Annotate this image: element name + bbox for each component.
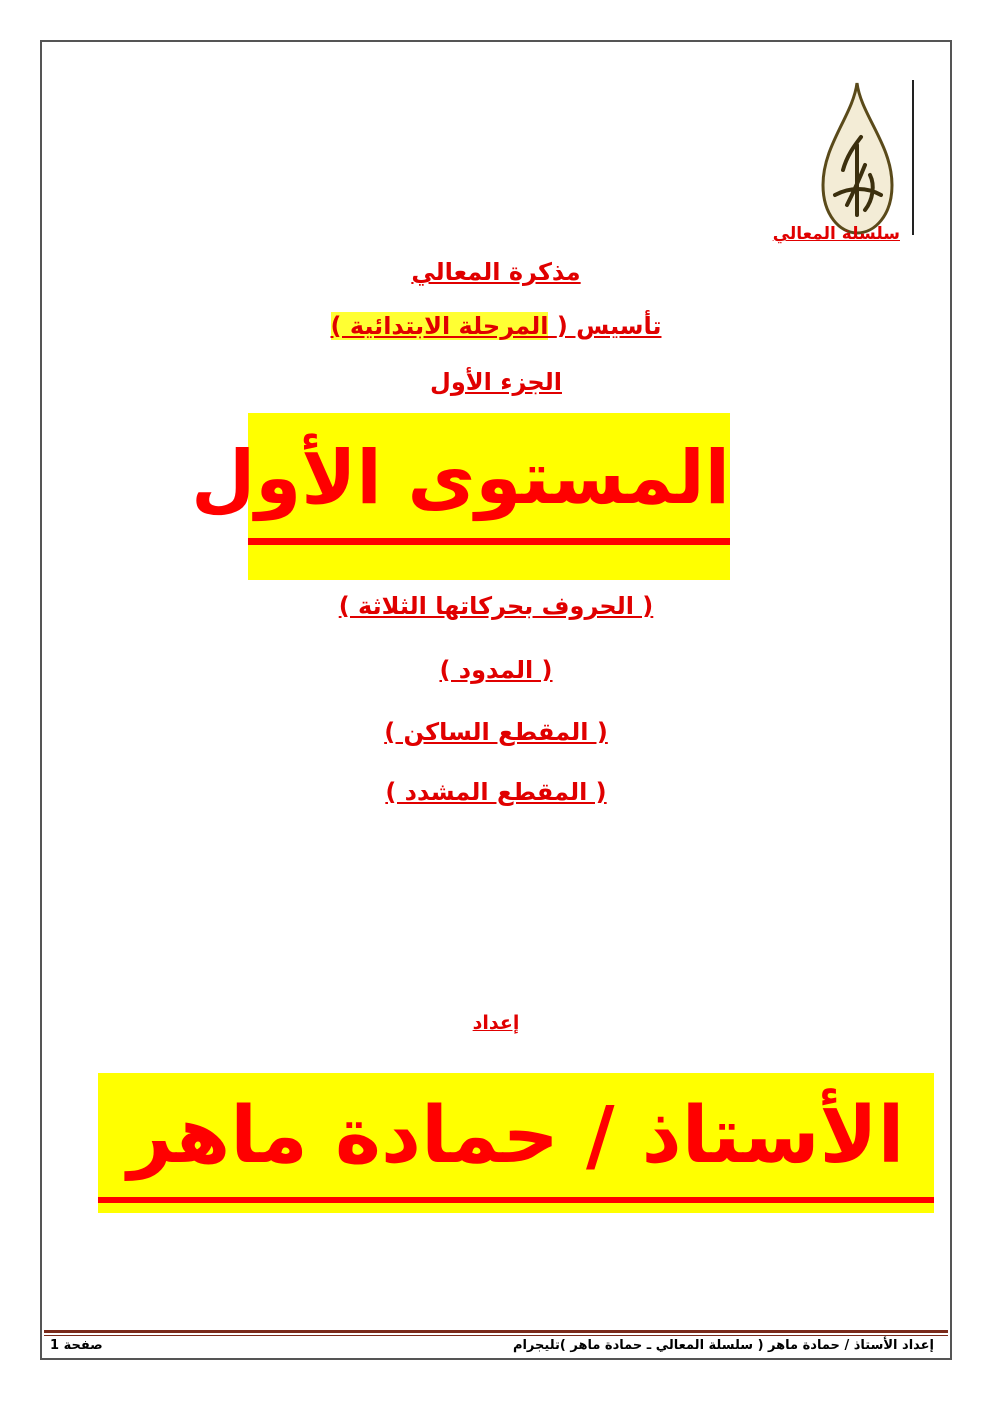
subtitle-item: ( المقطع الساكن ): [384, 718, 608, 746]
main-title-box: [191, 413, 730, 580]
footer-credit: إعداد الأستاذ / حمادة ماهر ( سلسلة المعالي ـ حمادة ماهر )تليجرام: [512, 1338, 934, 1353]
author-underline: [98, 1197, 934, 1203]
footer-rule-thin: [44, 1335, 948, 1336]
logo-caption: سلسلة المعالي: [772, 224, 900, 244]
stage-prefix: تأسيس (: [556, 312, 662, 340]
main-title: المستوى الأول: [191, 435, 730, 521]
page-number: صفحة 1: [50, 1338, 103, 1353]
author-box: [98, 1073, 934, 1213]
prepared-by-label: إعداد: [472, 1012, 520, 1034]
subtitle-item: ( المدود ): [439, 656, 553, 684]
subtitle-item: ( المقطع المشدد ): [385, 778, 607, 806]
author-name: الأستاذ / حمادة ماهر: [127, 1091, 905, 1181]
stage-highlight: المرحلة الابتدائية ): [330, 312, 549, 340]
footer-rule: [44, 1330, 948, 1333]
subtitle-item: ( الحروف بحركاتها الثلاثة ): [338, 592, 654, 620]
stage-line: [0, 312, 992, 340]
part-label: الجزء الأول: [430, 368, 562, 396]
main-title-underline: [248, 538, 730, 545]
memo-title: مذكرة المعالي: [411, 258, 581, 286]
